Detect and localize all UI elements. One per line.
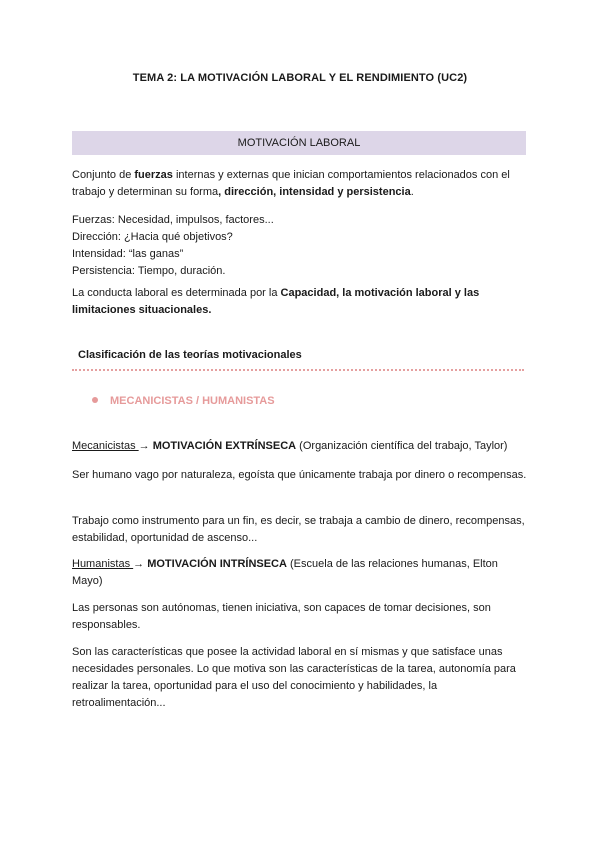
component-persistencia: Persistencia: Tiempo, duración. <box>72 265 226 277</box>
definition-text-2: internas y externas que inician comportamientos relacionados con el trabajo y determinan su forma <box>72 169 510 198</box>
component-fuerzas: Fuerzas: Necesidad, impulsos, factores... <box>72 214 274 226</box>
components-list <box>72 212 528 280</box>
bullet-label: MECANICISTAS / HUMANISTAS <box>110 395 275 407</box>
dotted-divider <box>72 369 524 371</box>
humanistas-bold: MOTIVACIÓN INTRÍNSECA <box>147 558 287 570</box>
definition-text-1: Conjunto de <box>72 169 135 181</box>
classification-heading: Clasificación de las teorías motivacionales <box>78 349 302 361</box>
section-banner: MOTIVACIÓN LABORAL <box>72 131 526 155</box>
humanistas-paragraph-2: Son las características que posee la actividad laboral en sí mismas y que satisface unas necesidades personales. Lo que motiva son las características de la tarea, autonomía para realizar la tarea, oportunidad para el uso del conocimiento y habilidades, la retroalimentación... <box>72 646 516 709</box>
definition-text-3: . <box>410 186 414 198</box>
humanistas-label: Humanistas <box>72 558 134 570</box>
conduct-text: La conducta laboral es determinada por la <box>72 287 281 299</box>
bullet-item <box>92 395 275 407</box>
conduct-bold: Capacidad, la motivación laboral y las limitaciones situacionales. <box>72 287 480 316</box>
humanistas-heading <box>72 556 528 590</box>
document-title: TEMA 2: LA MOTIVACIÓN LABORAL Y EL RENDIMIENTO (UC2) <box>132 72 468 84</box>
conduct-paragraph <box>72 285 528 319</box>
mecanicistas-arrow: → <box>138 440 153 452</box>
mecanicistas-paragraph-2: Trabajo como instrumento para un fin, es decir, se trabaja a cambio de dinero, recompensas, estabilidad, oportunidad de ascenso... <box>72 515 525 544</box>
humanistas-paragraph-1: Las personas son autónomas, tienen iniciativa, son capaces de tomar decisiones, son responsables. <box>72 602 491 631</box>
bullet-dot-icon <box>92 397 98 403</box>
component-intensidad: Intensidad: “las ganas” <box>72 248 184 260</box>
component-direccion: Dirección: ¿Hacia qué objetivos? <box>72 231 233 243</box>
mecanicistas-rest: (Organización científica del trabajo, Taylor) <box>296 440 508 452</box>
definition-paragraph <box>72 167 528 201</box>
humanistas-arrow: → <box>133 558 148 570</box>
mecanicistas-paragraph-1: Ser humano vago por naturaleza, egoísta que únicamente trabaja por dinero o recompensas. <box>72 469 527 481</box>
mecanicistas-label: Mecanicistas <box>72 440 139 452</box>
mecanicistas-bold: MOTIVACIÓN EXTRÍNSECA <box>152 440 297 452</box>
mecanicistas-heading <box>72 438 528 455</box>
definition-bold-2: , dirección, intensidad y persistencia <box>218 186 411 198</box>
definition-bold-1: fuerzas <box>134 169 173 181</box>
humanistas-rest: (Escuela de las relaciones humanas, Elton Mayo) <box>72 558 498 587</box>
